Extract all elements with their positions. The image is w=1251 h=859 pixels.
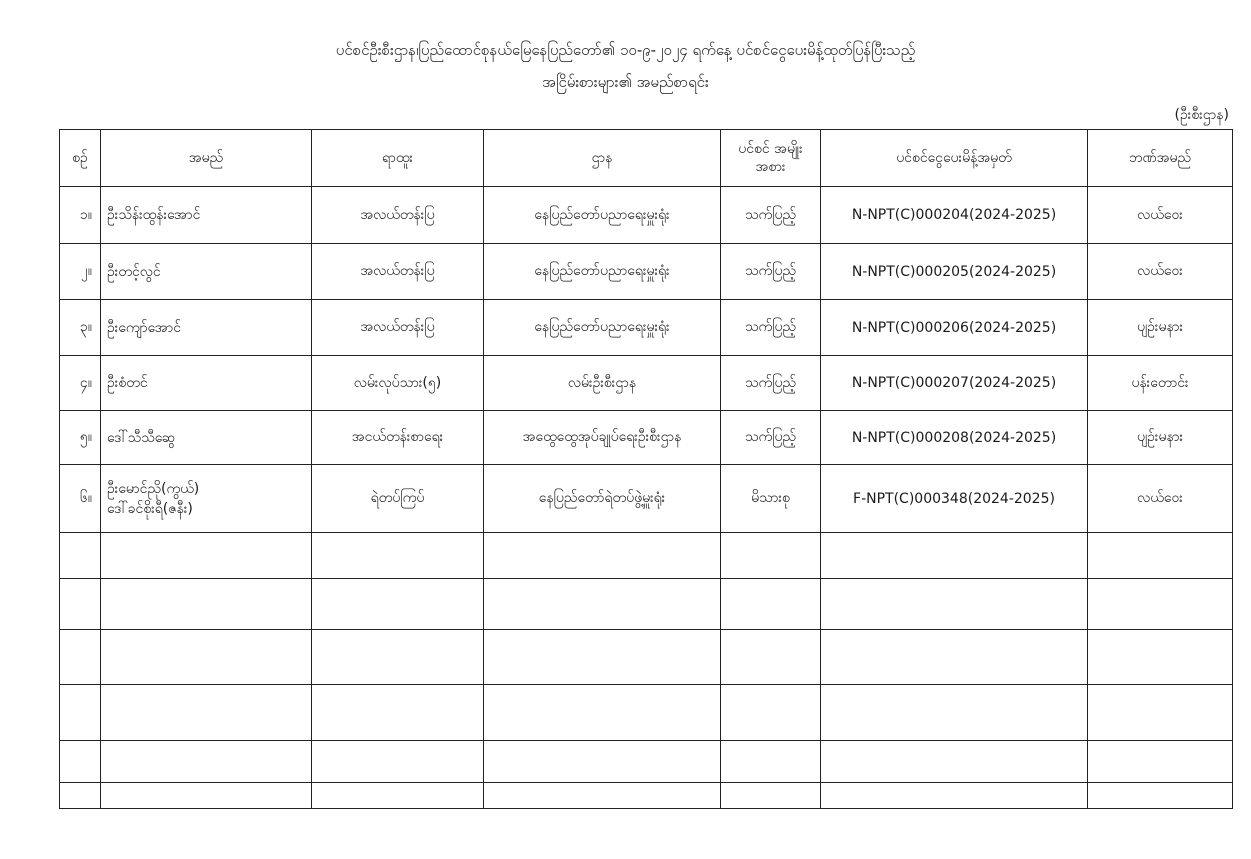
column-header-name: အမည် <box>101 130 312 187</box>
bank-cell: လယ်ဝေး <box>1088 244 1233 300</box>
rank-cell: အငယ်တန်းစာရေး <box>312 411 484 465</box>
table-row <box>60 411 1233 465</box>
pension-type-cell: သက်ပြည့် <box>721 411 821 465</box>
pension-type-cell: သက်ပြည့် <box>721 300 821 356</box>
table-row <box>60 300 1233 356</box>
pension-type-cell: သက်ပြည့် <box>721 187 821 244</box>
page-subtitle: အငြိမ်းစားများ၏ အမည်စာရင်း <box>542 73 709 91</box>
column-header-bank: ဘဏ်အမည် <box>1088 130 1233 187</box>
department-cell: လမ်းဦးစီးဌာန <box>484 356 721 411</box>
empty-row <box>60 579 1233 630</box>
row-number: ၆။ <box>60 465 101 533</box>
order-number-cell: N-NPT(C)000207(2024-2025) <box>821 356 1088 411</box>
department-cell: နေပြည်တော်ပညာရေးမှူးရုံး <box>484 244 721 300</box>
person-name <box>101 465 312 533</box>
order-number-cell: N-NPT(C)000205(2024-2025) <box>821 244 1088 300</box>
department-cell: နေပြည်တော်ရဲတပ်ဖွဲ့မှူးရုံး <box>484 465 721 533</box>
table-header-row <box>60 130 1233 187</box>
empty-row <box>60 630 1233 685</box>
empty-row <box>60 741 1233 783</box>
person-name: ဦးတင့်လွင် <box>101 244 312 300</box>
row-number: ၃။ <box>60 300 101 356</box>
column-header-rank: ရာထူး <box>312 130 484 187</box>
table-row <box>60 356 1233 411</box>
column-header-no: စဉ် <box>60 130 101 187</box>
pension-type-cell: သက်ပြည့် <box>721 244 821 300</box>
pension-type-cell: သက်ပြည့် <box>721 356 821 411</box>
row-number: ၄။ <box>60 356 101 411</box>
empty-row <box>60 533 1233 579</box>
rank-cell: အလယ်တန်းပြ <box>312 187 484 244</box>
department-cell: အထွေထွေအုပ်ချုပ်ရေးဦးစီးဌာန <box>484 411 721 465</box>
person-name-line1: ဦးမောင်ညို(ကွယ်) <box>107 480 200 497</box>
table-row <box>60 465 1233 533</box>
column-header-pension-type <box>721 130 821 187</box>
page-title: ပင်စင်ဦးစီးဌာန၊ပြည်ထောင်စုနယ်မြေနေပြည်တော်၏ ၁၀-၉-၂၀၂၄ ရက်နေ့ ပင်စင်ငွေပေးမိန့်ထုတ်ပြန်ပြီးသည့် <box>335 41 916 59</box>
column-header-order-number: ပင်စင်ငွေပေးမိန့်အမှတ် <box>821 130 1088 187</box>
row-number: ၅။ <box>60 411 101 465</box>
bank-cell: လယ်ဝေး <box>1088 187 1233 244</box>
person-name-line2: ဒေါ်ခင်စိုးရီ(ဇနီး) <box>107 500 193 517</box>
order-number-cell: F-NPT(C)000348(2024-2025) <box>821 465 1088 533</box>
order-number-cell: N-NPT(C)000204(2024-2025) <box>821 187 1088 244</box>
department-cell: နေပြည်တော်ပညာရေးမှူးရုံး <box>484 300 721 356</box>
rank-cell: ရဲတပ်ကြပ် <box>312 465 484 533</box>
rank-cell: အလယ်တန်းပြ <box>312 300 484 356</box>
department-label: (ဦးစီးဌာန) <box>1174 107 1229 123</box>
bank-cell: လယ်ဝေး <box>1088 465 1233 533</box>
pension-type-cell: မိသားစု <box>721 465 821 533</box>
empty-row <box>60 783 1233 809</box>
bank-cell: ပျဉ်းမနား <box>1088 411 1233 465</box>
person-name: ဒေါ်သီသီဆွေ <box>101 411 312 465</box>
table-row <box>60 187 1233 244</box>
column-header-pension-type-label: ပင်စင် အမျိုးအစား <box>738 141 803 175</box>
person-name: ဦးစံတင် <box>101 356 312 411</box>
rank-cell: အလယ်တန်းပြ <box>312 244 484 300</box>
person-name: ဦးကျော်အောင် <box>101 300 312 356</box>
empty-row <box>60 685 1233 741</box>
row-number: ၂။ <box>60 244 101 300</box>
column-header-department: ဌာန <box>484 130 721 187</box>
table-row <box>60 244 1233 300</box>
order-number-cell: N-NPT(C)000206(2024-2025) <box>821 300 1088 356</box>
pension-table <box>59 129 1233 809</box>
row-number: ၁။ <box>60 187 101 244</box>
bank-cell: ပျဉ်းမနား <box>1088 300 1233 356</box>
department-cell: နေပြည်တော်ပညာရေးမှူးရုံး <box>484 187 721 244</box>
person-name: ဦးသိန်းထွန်းအောင် <box>101 187 312 244</box>
rank-cell: လမ်းလုပ်သား(၅) <box>312 356 484 411</box>
bank-cell: ပန်းတောင်း <box>1088 356 1233 411</box>
order-number-cell: N-NPT(C)000208(2024-2025) <box>821 411 1088 465</box>
